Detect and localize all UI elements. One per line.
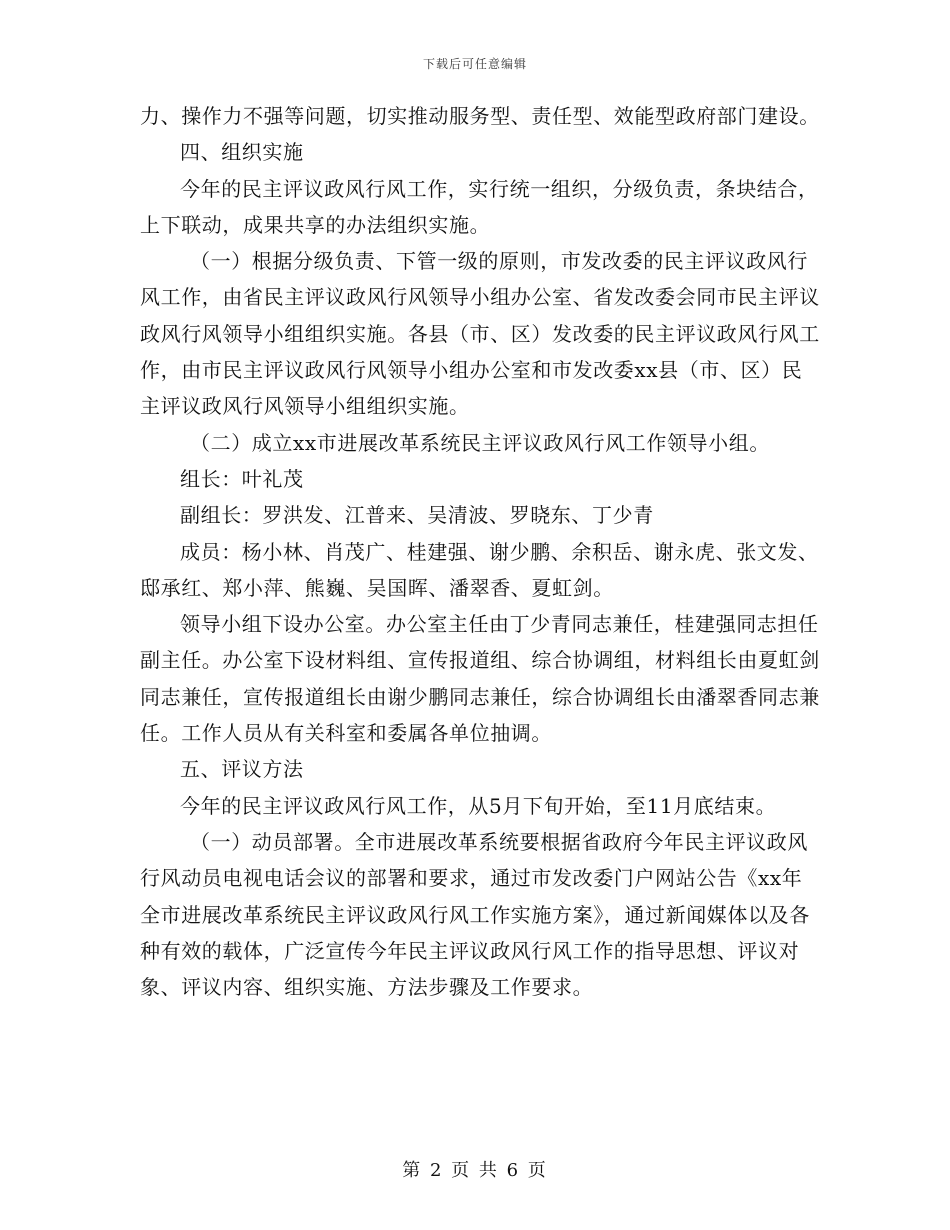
paragraph-timeline: 今年的民主评议政风行风工作，从5月下旬开始，至11月底结束。	[180, 793, 777, 818]
paragraph-office: 领导小组下设办公室。办公室主任由丁少青同志兼任，桂建强同志担任副主任。办公室下设材料组、宣传报道组、综合协调组，材料组长由夏虹剑同志兼任，宣传报道组长由谢少鹏同志兼任，综合协调组长由潘翠香同志兼任。工作人员从有关科室和委属各单位抽调。	[140, 612, 820, 746]
paragraph-deputy-leaders: 副组长：罗洪发、江普来、吴清波、罗晓东、丁少青	[180, 503, 654, 528]
paragraph-mobilization: （一）动员部署。全市进展改革系统要根据省政府今年民主评议政风行风动员电视电话会议的部署和要求，通过市发改委门户网站公告《xx年全市进展改革系统民主评议政风行风工作实施方案》，通过新闻媒体以及各种有效的载体，广泛宣传今年民主评议政风行风工作的指导思想、评议对象、评议内容、组织实施、方法步骤及工作要求。	[140, 829, 810, 1000]
paragraph-members: 成员：杨小林、肖茂广、桂建强、谢少鹏、余积岳、谢永虎、张文发、邸承红、郑小萍、熊巍、吴国晖、潘翠香、夏虹剑。	[140, 539, 819, 600]
paragraph-group-leader: 组长：叶礼茂	[180, 466, 304, 491]
section-heading-organization: 四、组织实施	[180, 140, 304, 165]
page-number: 第 2 页 共 6 页	[402, 1160, 548, 1181]
paragraph-continuation: 力、操作力不强等问题，切实推动服务型、责任型、效能型政府部门建设。	[140, 104, 820, 128]
paragraph-organization-intro: 今年的民主评议政风行风工作，实行统一组织，分级负责，条块结合，上下联动，成果共享的办法组织实施。	[140, 176, 819, 237]
page-header: 下载后可任意编辑	[422, 57, 527, 71]
paragraph-item-2: （二）成立xx市进展改革系统民主评议政风行风工作领导小组。	[190, 430, 770, 455]
section-heading-methods: 五、评议方法	[180, 757, 304, 782]
paragraph-item-1: （一）根据分级负责、下管一级的原则，市发改委的民主评议政风行风工作，由省民主评议政风行风领导小组办公室、省发改委会同市民主评议政风行风领导小组组织实施。各县（市、区）发改委的民主评议政风行风工作，由市民主评议政风行风领导小组办公室和市发改委xx县（市、区）民主评议政风行风领导小组组织实施。	[140, 249, 820, 419]
document-body	[140, 98, 820, 1005]
